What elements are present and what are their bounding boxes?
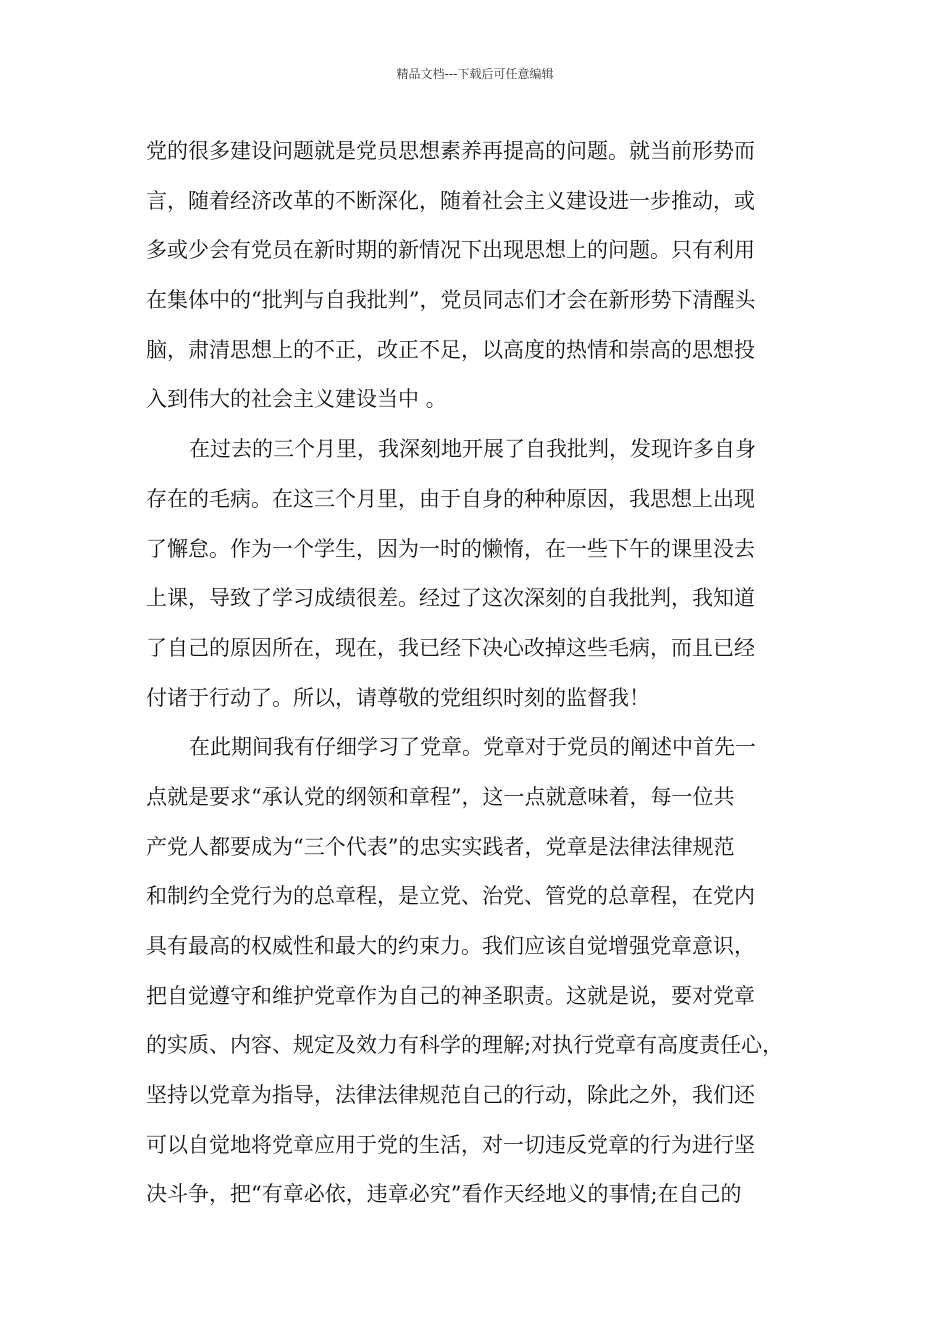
document-body [146,127,818,1220]
text-line: 党的很多建设问题就是党员思想素养再提高的问题。就当前形势而 [146,139,755,163]
text-line: 上课，导致了学习成绩很差。经过了这次深刻的自我批判，我知道 [146,586,755,611]
text-line: 决斗争，把“有章必依，违章必究”看作天经地义的事情;在自己的 [146,1182,742,1207]
text-line: 坚持以党章为指导，法律法律规范自己的行动，除此之外，我们还 [146,1083,755,1108]
text-line: 付诸于行动了。所以，请尊敬的党组织时刻的监督我！ [146,685,650,710]
text-line: 在集体中的“批判与自我批判”，党员同志们才会在新形势下清醒头 [146,288,756,313]
text-line: 和制约全党行为的总章程，是立党、治党、管党的总章程，在党内 [146,884,755,909]
text-line: 言，随着经济改革的不断深化，随着社会主义建设进一步推动，或 [146,188,755,213]
text-line: 存在的毛病。在这三个月里，由于自身的种种原因，我思想上出现 [146,486,755,511]
text-line: 产党人都要成为“三个代表”的忠实实践者，党章是法律法律规范 [146,834,735,859]
text-line: 具有最高的权威性和最大的约束力。我们应该自觉增强党章意识， [146,934,755,958]
text-line: 多或少会有党员在新时期的新情况下出现思想上的问题。只有利用 [146,238,755,263]
paragraph-3 [146,723,818,1220]
page-header: 精品文档---下载后可任意编辑 [396,67,554,81]
text-line: 的实质、内容、规定及效力有科学的理解;对执行党章有高度责任心， [146,1033,784,1058]
paragraph-1 [146,127,818,425]
text-line: 在过去的三个月里，我深刻地开展了自我批判，发现许多自身 [189,437,756,462]
text-line: 脑，肃清思想上的不正，改正不足，以高度的热情和崇高的思想投 [146,337,755,362]
text-line: 了自己的原因所在，现在，我已经下决心改掉这些毛病，而且已经 [146,635,755,660]
text-line: 可以自觉地将党章应用于党的生活，对一切违反党章的行为进行坚 [146,1132,755,1157]
text-line: 了懈怠。作为一个学生，因为一时的懒惰，在一些下午的课里没去 [146,536,755,561]
text-line: 把自觉遵守和维护党章作为自己的神圣职责。这就是说，要对党章 [146,983,755,1008]
text-line: 点就是要求“承认党的纲领和章程”，这一点就意味着，每一位共 [146,784,735,809]
text-line: 在此期间我有仔细学习了党章。党章对于党员的阐述中首先一 [189,735,756,760]
paragraph-2 [146,425,818,723]
text-line: 入到伟大的社会主义建设当中 。 [146,387,447,412]
